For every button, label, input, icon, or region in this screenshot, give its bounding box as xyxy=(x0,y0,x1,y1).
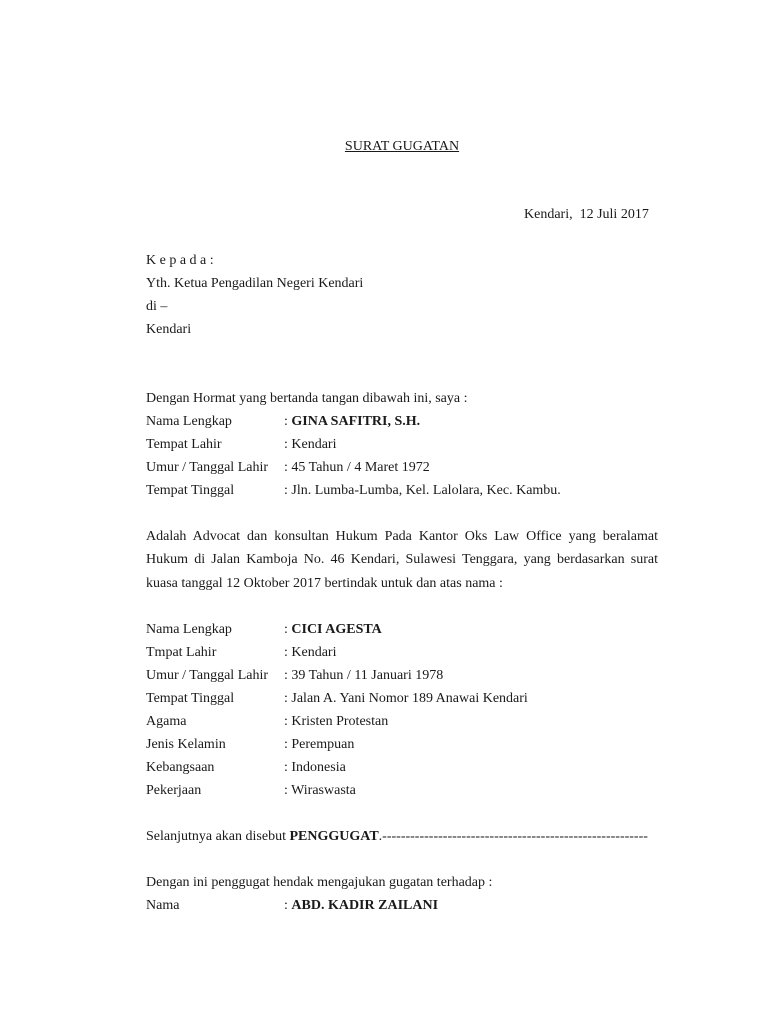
field-label: Nama xyxy=(146,898,180,913)
field-label: Tempat Tinggal xyxy=(146,483,235,498)
colon: : xyxy=(284,783,292,798)
value-text: Wiraswasta xyxy=(291,783,356,798)
colon: : xyxy=(284,691,292,706)
document-title: SURAT GUGATAN xyxy=(344,139,460,154)
value-text: Jln. Lumba-Lumba, Kel. Lalolara, Kec. Kambu. xyxy=(291,483,561,498)
paragraph-line: Adalah Advocat dan konsultan Hukum Pada Kantor Oks Law Office yang beralamat xyxy=(146,529,658,544)
field-value xyxy=(284,736,354,754)
field-label: Jenis Kelamin xyxy=(146,737,226,752)
field-label: Kebangsaan xyxy=(146,760,215,775)
field-value xyxy=(284,759,346,777)
field-value xyxy=(284,782,356,800)
advocate-name: GINA SAFITRI, S.H. xyxy=(291,414,421,429)
client-name: CICI AGESTA xyxy=(291,622,382,637)
recipient-line-3: Kendari xyxy=(146,322,192,337)
defendant-intro: Dengan ini penggugat hendak mengajukan gugatan terhadap : xyxy=(146,875,493,890)
field-label: Agama xyxy=(146,714,187,729)
field-value xyxy=(284,413,420,431)
colon: : xyxy=(284,760,292,775)
field-label: Nama Lengkap xyxy=(146,622,232,637)
penggugat-line xyxy=(146,828,648,846)
value-text: Perempuan xyxy=(291,737,355,752)
place-date: Kendari, 12 Juli 2017 xyxy=(524,207,649,222)
defendant-name: ABD. KADIR ZAILANI xyxy=(291,898,439,913)
recipient-kepada: K e p a d a : xyxy=(146,253,214,268)
field-label: Umur / Tanggal Lahir xyxy=(146,668,269,683)
colon: : xyxy=(284,483,292,498)
colon: : xyxy=(284,668,292,683)
colon: : xyxy=(284,460,292,475)
value-text: Kristen Protestan xyxy=(291,714,389,729)
value-text: Kendari xyxy=(291,437,337,452)
field-value xyxy=(284,459,430,477)
colon: : xyxy=(284,414,292,429)
field-value xyxy=(284,482,561,500)
field-value xyxy=(284,621,382,639)
field-value xyxy=(284,436,336,454)
field-label: Nama Lengkap xyxy=(146,414,232,429)
field-value xyxy=(284,644,336,662)
value-text: Kendari xyxy=(291,645,337,660)
field-label: Umur / Tanggal Lahir xyxy=(146,460,269,475)
colon: : xyxy=(284,622,292,637)
value-text: Jalan A. Yani Nomor 189 Anawai Kendari xyxy=(291,691,528,706)
colon: : xyxy=(284,737,292,752)
value-text: Indonesia xyxy=(291,760,346,775)
field-label: Tempat Tinggal xyxy=(146,691,235,706)
field-label: Pekerjaan xyxy=(146,783,202,798)
opening-line: Dengan Hormat yang bertanda tangan dibawah ini, saya : xyxy=(146,391,468,406)
field-label: Tmpat Lahir xyxy=(146,645,217,660)
penggugat-term: PENGGUGAT xyxy=(289,829,379,844)
colon: : xyxy=(284,898,292,913)
colon: : xyxy=(284,645,292,660)
field-value xyxy=(284,667,443,685)
field-label: Tempat Lahir xyxy=(146,437,222,452)
colon: : xyxy=(284,437,292,452)
field-value xyxy=(284,713,388,731)
field-value xyxy=(284,897,438,915)
paragraph-line: Hukum di Jalan Kamboja No. 46 Kendari, Sulawesi Tenggara, yang berdasarkan surat xyxy=(146,552,658,568)
penggugat-prefix: Selanjutnya akan disebut xyxy=(146,829,290,844)
value-text: 39 Tahun / 11 Januari 1978 xyxy=(291,668,444,683)
recipient-line-1: Yth. Ketua Pengadilan Negeri Kendari xyxy=(146,276,364,291)
recipient-line-2: di – xyxy=(146,299,168,314)
value-text: 45 Tahun / 4 Maret 1972 xyxy=(291,460,430,475)
colon: : xyxy=(284,714,292,729)
field-value xyxy=(284,690,528,708)
paragraph-line: kuasa tanggal 12 Oktober 2017 bertindak untuk dan atas nama : xyxy=(146,575,503,591)
body-paragraph xyxy=(146,525,658,595)
penggugat-suffix: .--------------------------------------------------------- xyxy=(378,829,648,844)
